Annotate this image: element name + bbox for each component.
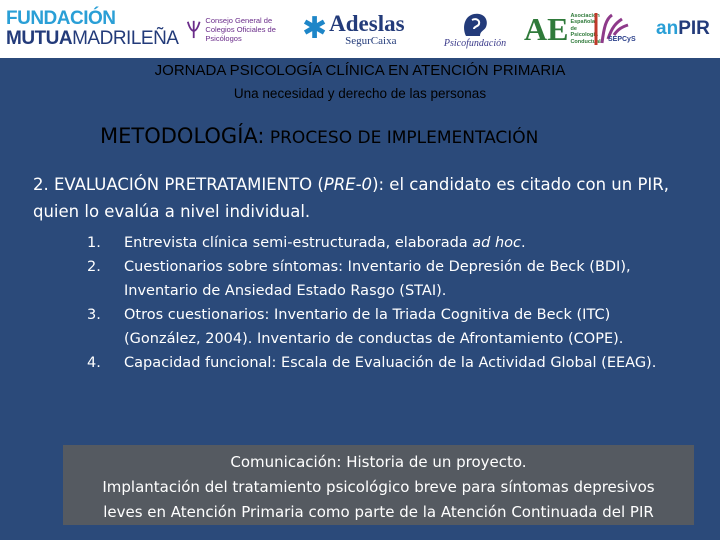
sepcys-logo	[592, 0, 648, 58]
communication-line3: leves en Atención Primaria como parte de la Atención Continuada del PIR	[103, 503, 654, 521]
sepcys-text: SEPCyS	[608, 36, 636, 43]
event-title: JORNADA PSICOLOGÍA CLÍNICA EN ATENCIÓN PRIMARIA	[154, 62, 566, 79]
step-text-after: .	[521, 235, 526, 251]
fmm-logo-line2	[6, 28, 178, 49]
intro-lead: 2. EVALUACIÓN PRETRATAMIENTO (	[33, 175, 324, 194]
anpir-an: an	[656, 18, 679, 39]
cop-psi-icon	[186, 7, 201, 51]
adeslas-wordmark: Adeslas	[329, 10, 405, 36]
psicofundacion-text: Psicofundación	[443, 37, 507, 49]
cop-logo-text: Consejo General de Colegios Oficiales de Psicólogos	[205, 15, 276, 43]
step-text	[124, 231, 687, 255]
step-number: 2.	[87, 259, 101, 275]
communication-line1: Comunicación: Historia de un proyecto.	[230, 453, 527, 471]
psicofundacion-logo	[440, 0, 510, 58]
fmm-logo-madrilena: MADRILEÑA	[72, 28, 179, 49]
evaluation-intro	[33, 171, 683, 225]
adeslas-star-icon: ✱	[302, 12, 328, 45]
step-text: Cuestionarios sobre síntomas: Inventario de Depresión de Beck (BDI), Inventario de Ansiedad Estado Rasgo (STAI).	[124, 259, 631, 299]
fundacion-mutua-madrilena-logo	[6, 0, 178, 58]
anpir-pir: PIR	[678, 18, 710, 39]
anpir-logo	[656, 0, 716, 58]
communication-line2: Implantación del tratamiento psicológico breve para síntomas depresivos	[102, 478, 655, 496]
adeslas-logo	[302, 0, 420, 58]
step-text-emphasis: ad hoc	[472, 235, 522, 251]
event-subtitle: Una necesidad y derecho de las personas	[233, 86, 487, 101]
step-text-main: Entrevista clínica semi-estructurada, elaborada	[124, 235, 473, 251]
evaluation-steps-list	[87, 231, 687, 375]
colegio-psicologos-logo	[186, 0, 286, 58]
section-heading-rest: PROCESO DE IMPLEMENTACIÓN	[264, 128, 539, 148]
list-item	[87, 351, 687, 375]
section-heading-main: METODOLOGÍA:	[100, 124, 265, 148]
step-text: Capacidad funcional: Escala de Evaluación de la Actividad Global (EEAG).	[124, 355, 657, 371]
step-text: Otros cuestionarios: Inventario de la Triada Cognitiva de Beck (ITC) (González, 2004). Inventario de conductas de Afrontamiento (COPE).	[124, 307, 624, 347]
fmm-logo-mutua: MUTUA	[6, 28, 73, 49]
aepc-logo	[524, 0, 601, 58]
aepc-logo-text: Asociación Española de Psicología Conductual	[570, 12, 601, 45]
aepc-mark: AE	[524, 11, 569, 47]
communication-box	[63, 445, 694, 525]
list-item	[87, 303, 687, 351]
logo-band	[0, 0, 720, 58]
intro-code: PRE-0	[323, 175, 373, 194]
section-heading	[100, 124, 538, 148]
step-number: 1.	[87, 235, 101, 251]
list-item	[87, 231, 687, 255]
intro-tail: ): el candidato es citado con un PIR, quien lo evalúa a nivel individual.	[33, 175, 669, 221]
adeslas-words	[329, 12, 404, 47]
list-item	[87, 255, 687, 303]
sepcys-emblem-icon	[592, 9, 646, 49]
step-number: 4.	[87, 355, 101, 371]
psicofundacion-head-icon	[458, 10, 492, 38]
fmm-logo-line1: FUNDACIÓN	[6, 8, 116, 29]
adeslas-subtitle: SegurCaixa	[345, 34, 397, 47]
step-number: 3.	[87, 307, 101, 323]
